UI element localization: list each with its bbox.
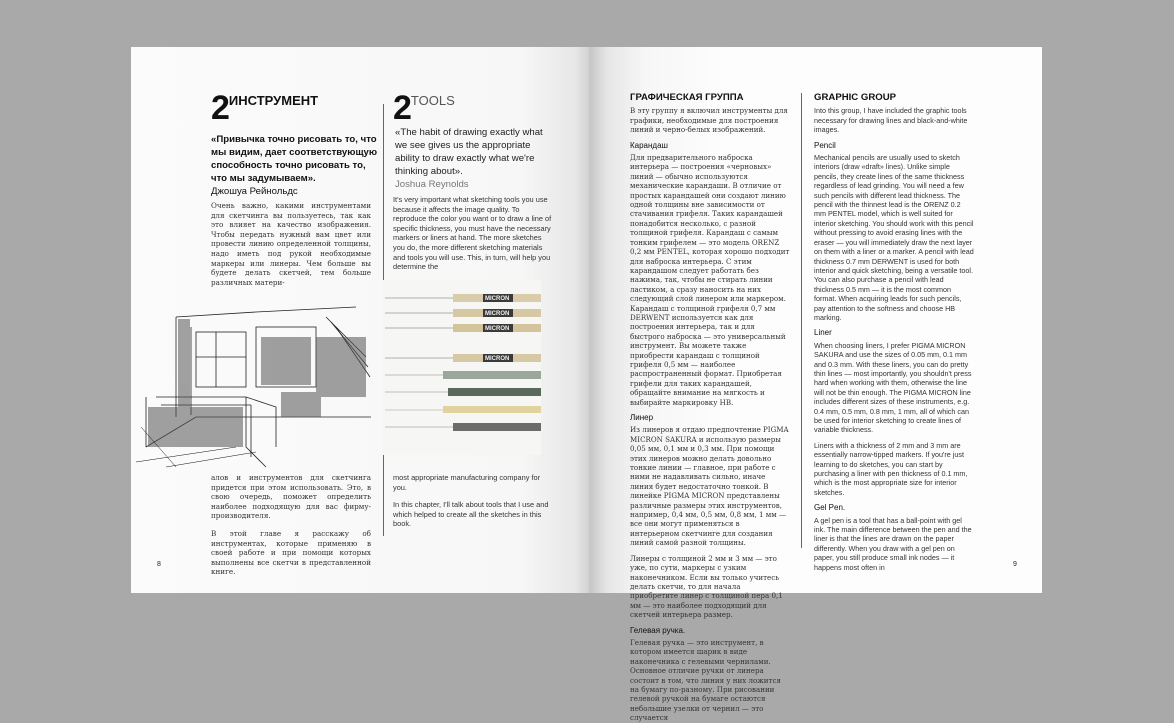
en-paragraph: Into this group, I have included the graphic tools necessary for drawing lines and black-and-white images.: [814, 106, 968, 135]
en-paragraph: Liners with a thickness of 2 mm and 3 mm are essentially narrow-tipped markers. If you're just learning to do sketches, you can start by purchasing a liner with pen thickness of 0.1 mm, which is the most appropriate size for interior sketches.: [814, 440, 968, 497]
ru-quote-author: Джошуа Рейнольдс: [211, 186, 298, 197]
ru-section-title: ГРАФИЧЕСКАЯ ГРУППА: [630, 92, 744, 103]
ru-paragraph: Гелевая ручка — это инструмент, в котором имеется шарик в виде наконечника с гелевыми чернилами. Основное отличие ручки от линера состоит в том, что линия у них ложится на бумагу по-разному. При рисовании гелевой ручкой на бумаге остаются небольшие узелки от чернил — это случается: [630, 637, 781, 723]
ru-column: [630, 92, 790, 723]
en-paragraph: Mechanical pencils are usually used to sketch interiors (draw «draft» lines). Unlike simple pencils, they create lines of the same thickness regardless of lead grinding. You will need a few such pencils with different lead thickness. The pencil with the thinnest lead is the ORENZ 0.2 mm PENTEL model, which is well suited for interior sketching. You should work with this pencil without pressing to avoid erasing lines with the eraser — you will immediately draw the next layer on them with a liner or a marker. A pencil with lead thickness 0.7 mm DERWENT is used for both interior and quick sketching, being a versatile tool. You can also purchase a pencil with lead thickness 0.5 mm — it is the most common format. When acquiring leads for such pencils, pay attention to the softness and choose HB marking.: [814, 153, 974, 322]
ru-body-top: [211, 201, 371, 295]
en-quote-text: «The habit of drawing exactly what we see gives us the appropriate ability to draw exactly what we're thinking about».: [395, 127, 543, 177]
en-epigraph: [395, 126, 555, 191]
ru-chapter-heading: [211, 89, 318, 128]
liner-label: MICRON: [485, 311, 510, 317]
en-column: [814, 92, 974, 572]
ru-paragraph: Для предварительного наброска интерьера — построения «черновых» линий — обычно используются механические карандаши. В отличие от простых карандашей они создают линию одной толщины вне зависимости от стачивания грифеля. Таких карандашей понадобится несколько, с разной толщиной грифеля. Карандаш с самым тонким грифелем — это модель ORENZ 0,2 мм PENTEL, которая хорошо подходит для наброска интерьера. С этим карандашом следует работать без нажима, так, чтобы не стирать линии ластиком, а сразу наносить на них следующий слой линером или маркером. Карандаш с толщиной грифеля 0,7 мм DERWENT используется как для построения интерьера, так и для быстрого наброска — это универсальный инструмент. Вы можете также приобрести карандаш с толщиной грифеля 0,5 мм — наиболее распространенный формат. Приобретая грифели для таких карандашей, обращайте внимание на мягкость и выбирайте маркировку HB.: [630, 153, 790, 407]
en-subsection-pencil: Pencil: [814, 140, 836, 150]
en-paragraph: most appropriate manufacturing company for you.: [393, 473, 541, 492]
ru-body-bottom: [211, 473, 371, 585]
ru-subsection-gel: Гелевая ручка.: [630, 625, 686, 635]
en-subsection-liner: Liner: [814, 328, 832, 338]
left-page: [131, 47, 589, 593]
ru-chapter-title: ИНСТРУМЕНТ: [228, 93, 319, 108]
en-quote-author: Joshua Reynolds: [395, 179, 469, 190]
ru-paragraph: Из линеров я отдаю предпочтение PIGMA MICRON SAKURA и использую размеры 0,05 мм, 0,1 мм и 0,3 мм. При помощи этих линеров можно делать довольно тонкие линии — главное, при работе с ними не надавливать сильно, иначе линия будет недостаточно тонкой. В линейке PIGMA MICRON представлены различные размеры этих инструментов, например, 0,4 мм, 0,5 мм, 0,8 мм, 1 мм — все они могут применяться в интерьерном скетчинге для создания линий самой разной толщины.: [630, 425, 789, 548]
en-paragraph: A gel pen is a tool that has a ball-point with gel ink. The main difference between the pen and the liner is that the lines are drawn on the paper differently. When you draw with a gel pen on paper, you still produce small ink nodes — it happens most often in: [814, 515, 972, 572]
en-paragraph: When choosing liners, I prefer PIGMA MICRON SAKURA and use the sizes of 0.05 mm, 0.1 mm and 0.3 mm. With these liners, you can do pretty thin lines — most importantly, you shouldn't press hard when working with them, otherwise the line will not be thin enough. The PIGMA MICRON line includes different sizes of these instruments, e.g. 0.4 mm, 0.5 mm, 0.8 mm, 1 mm, all of which can be used for interior sketching to create lines of variable thickness.: [814, 340, 972, 435]
liner-label: MICRON: [485, 326, 510, 332]
book-spread: [131, 47, 1042, 723]
en-section-title: GRAPHIC GROUP: [814, 92, 897, 103]
ru-paragraph: алов и инструментов для скетчинга придется при этом использовать. Это, в свою очередь, поможет определить наиболее подходящую для вас фирму-производителя.: [211, 473, 371, 521]
ru-epigraph: [211, 133, 381, 198]
ru-subsection-liner: Линер: [630, 413, 654, 422]
ru-subsection-pencil: Карандаш: [630, 140, 668, 150]
liner-label: MICRON: [485, 356, 510, 362]
liner-label: MICRON: [485, 296, 510, 302]
ru-paragraph: В эту группу я включил инструменты для графики, необходимые для построения линий и черно-белых изображений.: [630, 106, 788, 135]
en-subsection-gel: Gel Pen.: [814, 503, 846, 513]
en-chapter-number: 2: [393, 89, 411, 127]
en-paragraph: It's very important what sketching tools you use because it affects the image quality. To reproduce the color you want or to draw a line of specific thickness, you must have the necessary markers or liners at hand. The more sketches you do, the more different sketching materials and tools you will use. This, in turn, will help you determine the: [393, 195, 552, 272]
ru-paragraph: Линеры с толщиной 2 мм и 3 мм — это уже, по сути, маркеры с узким наконечником. Если вы только учитесь делать скетчи, то для начала приобретите линер с толщиной пера 0,1 мм — это наиболее подходящий для скетчей интерьера размер.: [630, 553, 783, 620]
column-divider: [801, 93, 802, 548]
ru-paragraph: Очень важно, какими инструментами для скетчинга вы пользуетесь, так как это влияет на качество изображения. Чтобы передать нужный вам цвет или провести линию определенной толщины, надо иметь под рукой необходимые маркеры или линеры. Чем больше вы будете делать скетчей, тем больше различных матери-: [211, 201, 371, 287]
en-chapter-title: TOOLS: [410, 93, 455, 108]
right-page: [589, 47, 1042, 723]
en-body-top: [393, 195, 553, 280]
page-number-right: 9: [1013, 561, 1017, 568]
en-chapter-heading: [393, 89, 455, 128]
en-paragraph: In this chapter, I'll talk about tools that I use and which helped to create all the sketches in this book.: [393, 500, 549, 529]
en-body-bottom: [393, 473, 553, 537]
page-number-left: 8: [157, 561, 161, 568]
liners-photo: [383, 280, 541, 455]
ru-quote-text: «Привычка точно рисовать то, что мы видим, дает соответствующую способность точно рисовать то, что мы задумываем».: [211, 134, 378, 184]
ru-paragraph: В этой главе я расскажу об инструментах, которые применяю в своей работе и при помощи которых выполнены все скетчи в представленной книге.: [211, 528, 371, 577]
interior-sketch-illustration: [136, 297, 371, 469]
ru-chapter-number: 2: [211, 89, 229, 127]
